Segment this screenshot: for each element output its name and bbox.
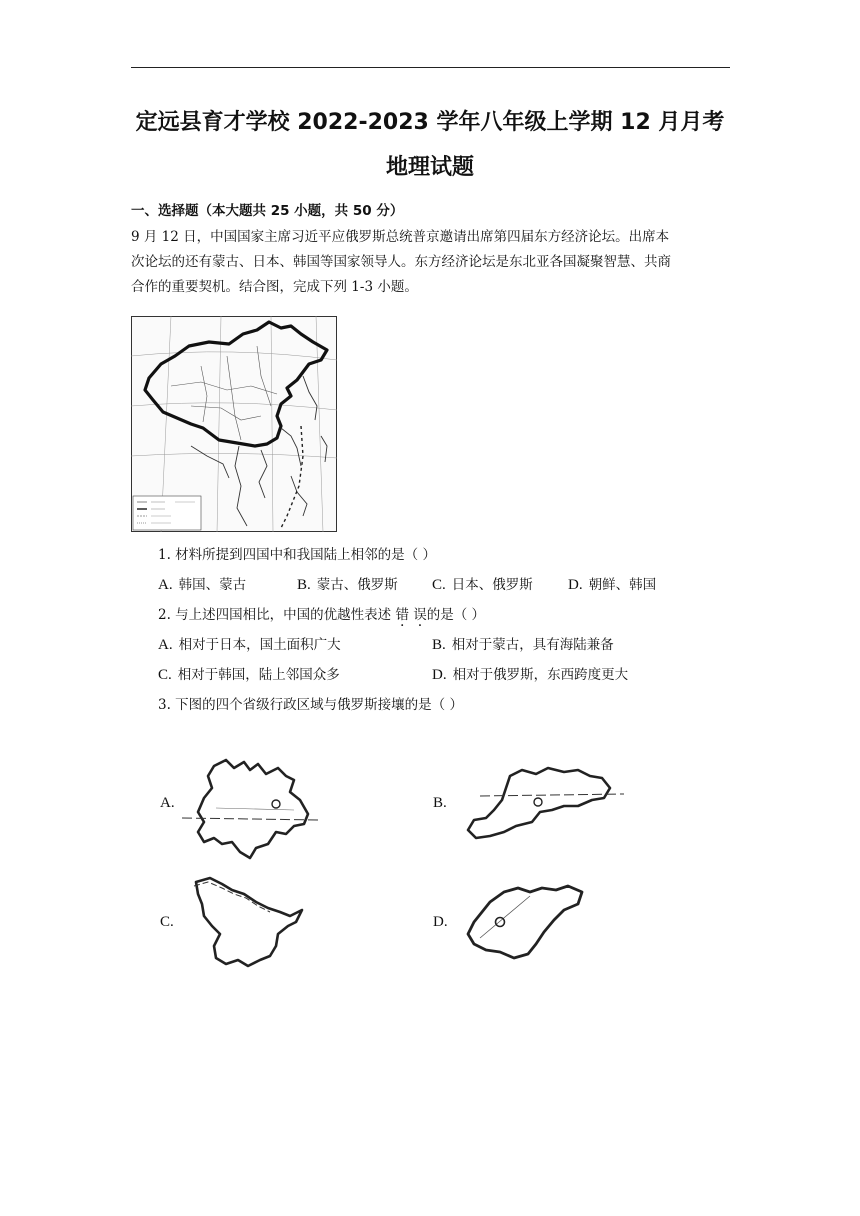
option-letter: D. <box>432 667 447 683</box>
province-shape-c[interactable] <box>186 874 310 978</box>
option-text: 相对于韩国，陆上邻国众多 <box>177 667 340 683</box>
option-letter: A. <box>158 637 173 653</box>
shape-label-b[interactable]: B. <box>433 795 447 811</box>
option-text: 朝鲜、韩国 <box>588 577 657 593</box>
question-2-stem-start: 2. 与上述四国相比，中国的优越性表述 <box>158 607 392 623</box>
asia-map-image <box>131 316 337 532</box>
option-text: 韩国、蒙古 <box>178 577 247 593</box>
province-shape-d[interactable] <box>460 882 590 970</box>
option-letter: A. <box>158 577 173 593</box>
option-letter: C. <box>432 577 446 593</box>
option-letter: B. <box>432 637 446 653</box>
passage-line: 合作的重要契机。结合图，完成下列 1-3 小题。 <box>131 279 418 295</box>
page-title: 定远县育才学校 2022-2023 学年八年级上学期 12 月月考 <box>135 110 725 135</box>
option-2d[interactable] <box>432 663 628 684</box>
shape-label-a[interactable]: A. <box>160 795 175 811</box>
option-letter: D. <box>568 577 583 593</box>
option-text: 相对于日本，国土面积广大 <box>178 637 341 653</box>
option-1a[interactable] <box>158 573 246 594</box>
option-text: 日本、俄罗斯 <box>451 577 533 593</box>
option-text: 蒙古、俄罗斯 <box>316 577 398 593</box>
option-1d[interactable] <box>568 573 656 594</box>
option-1c[interactable] <box>432 573 533 594</box>
option-text: 相对于俄罗斯，东西跨度更大 <box>452 667 629 683</box>
option-2c[interactable] <box>158 663 340 684</box>
question-3-stem: 3. 下图的四个省级行政区域与俄罗斯接壤的是（ ） <box>158 697 463 713</box>
section-heading: 一、选择题（本大题共 25 小题，共 50 分） <box>131 203 404 219</box>
question-2-stem-end: 的是（ ） <box>426 607 486 623</box>
option-letter: B. <box>297 577 311 593</box>
province-shape-b[interactable] <box>460 764 626 854</box>
emphasis-char: 错 <box>395 607 409 623</box>
province-shape-a[interactable] <box>176 752 326 864</box>
question-1-stem: 1. 材料所提到四国中和我国陆上相邻的是（ ） <box>158 547 436 563</box>
option-2b[interactable] <box>432 633 614 654</box>
option-letter: C. <box>158 667 172 683</box>
option-1b[interactable] <box>297 573 398 594</box>
emphasis-char: 误 <box>413 607 427 623</box>
page-subtitle: 地理试题 <box>385 155 474 180</box>
shape-label-d[interactable]: D. <box>433 914 448 930</box>
passage-line: 9 月 12 日，中国国家主席习近平应俄罗斯总统普京邀请出席第四届东方经济论坛。出席本 <box>131 229 670 245</box>
option-text: 相对于蒙古，具有海陆兼备 <box>451 637 614 653</box>
option-2a[interactable] <box>158 633 341 654</box>
question-2-stem <box>158 603 485 623</box>
header-rule <box>131 67 730 68</box>
shape-label-c[interactable]: C. <box>160 914 174 930</box>
passage-line: 次论坛的还有蒙古、日本、韩国等国家领导人。东方经济论坛是东北亚各国凝聚智慧、共商 <box>131 254 671 270</box>
passage <box>131 225 731 300</box>
